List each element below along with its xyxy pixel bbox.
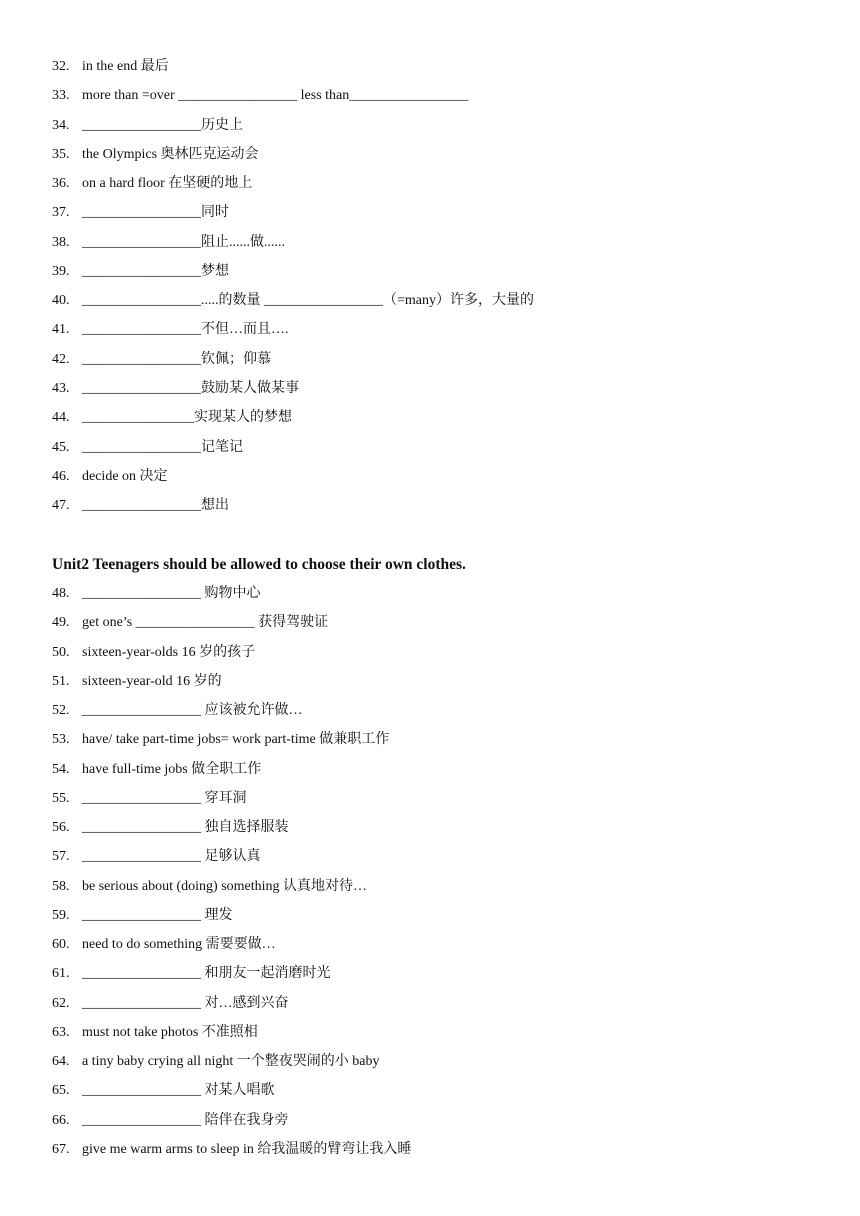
item-number: 51. <box>52 673 70 689</box>
item-number: 36. <box>52 176 70 192</box>
item-text: be serious about (doing) something 认真地对待… <box>82 878 368 894</box>
item-number: 53. <box>52 732 70 748</box>
item-number: 44. <box>52 410 70 426</box>
item-text: _________________鼓励某人做某事 <box>82 380 299 396</box>
item-number: 60. <box>52 937 70 952</box>
item-number: 55. <box>52 790 70 806</box>
item-number: 54. <box>52 761 70 777</box>
item-number: 37. <box>52 205 70 221</box>
item-number: 32. <box>52 59 70 74</box>
item-text: _________________ 应该被允许做… <box>82 703 303 718</box>
item-number: 57. <box>52 849 70 865</box>
item-number: 39. <box>52 263 70 279</box>
item-text: sixteen-year-old 16 岁的 <box>82 673 222 689</box>
item-text: _________________阻止......做...... <box>82 234 285 250</box>
item-number: 47. <box>52 498 70 514</box>
item-text: have/ take part-time jobs= work part-time 做兼职工作 <box>82 732 390 748</box>
item-number: 50. <box>52 644 70 660</box>
item-number: 66. <box>52 1112 70 1128</box>
item-text: sixteen-year-olds 16 岁的孩子 <box>82 644 256 660</box>
item-text: _________________ 和朋友一起消磨时光 <box>82 966 331 982</box>
item-text: on a hard floor 在坚硬的地上 <box>82 176 253 192</box>
item-number: 65. <box>52 1083 70 1099</box>
item-number: 49. <box>52 615 70 631</box>
item-text: _________________.....的数量 _________________（=many）许多，大量的 <box>82 293 534 309</box>
item-number: 48. <box>52 586 70 601</box>
item-text: _________________ 购物中心 <box>82 586 261 601</box>
item-text: decide on 决定 <box>82 468 168 484</box>
item-number: 34. <box>52 117 70 133</box>
item-text: _________________想出 <box>82 498 229 514</box>
item-text: _________________ 对某人唱歌 <box>82 1083 275 1099</box>
item-number: 63. <box>52 1024 70 1040</box>
item-number: 45. <box>52 439 70 455</box>
item-number: 56. <box>52 820 70 835</box>
item-number: 42. <box>52 351 70 367</box>
item-number: 38. <box>52 234 70 250</box>
item-text: get one’s _________________ 获得驾驶证 <box>82 615 329 631</box>
item-number: 41. <box>52 322 70 338</box>
item-text: _________________记笔记 <box>82 439 243 455</box>
item-text: ________________实现某人的梦想 <box>82 410 292 426</box>
item-text: _________________ 理发 <box>82 907 233 923</box>
item-number: 35. <box>52 146 70 162</box>
unit2-heading: Unit2 Teenagers should be allowed to choose their own clothes. <box>52 556 466 573</box>
item-text: _________________ 对…感到兴奋 <box>82 995 289 1011</box>
item-text: _________________ 足够认真 <box>82 849 261 865</box>
item-text: in the end 最后 <box>82 59 169 74</box>
item-text: have full-time jobs 做全职工作 <box>82 761 262 777</box>
item-text: need to do something 需要要做… <box>82 937 276 952</box>
item-number: 62. <box>52 995 70 1011</box>
item-number: 52. <box>52 703 70 718</box>
item-number: 40. <box>52 293 70 309</box>
item-text: _________________ 陪伴在我身旁 <box>82 1112 289 1128</box>
item-number: 58. <box>52 878 70 894</box>
item-text: give me warm arms to sleep in 给我温暖的臂弯让我入睡 <box>82 1141 412 1157</box>
item-text: more than =over _________________ less than_________________ <box>82 88 469 104</box>
item-text: _________________ 独自选择服装 <box>82 820 289 835</box>
item-text: _________________钦佩；仰慕 <box>82 351 271 367</box>
item-number: 46. <box>52 468 70 484</box>
item-text: _________________不但…而且…. <box>82 322 289 338</box>
item-text: must not take photos 不准照相 <box>82 1024 258 1040</box>
item-number: 64. <box>52 1054 70 1069</box>
item-number: 61. <box>52 966 70 982</box>
item-number: 59. <box>52 907 70 923</box>
item-number: 67. <box>52 1141 70 1157</box>
item-text: _________________梦想 <box>82 263 229 279</box>
item-number: 43. <box>52 380 70 396</box>
item-number: 33. <box>52 88 70 104</box>
item-text: _________________同时 <box>82 205 229 221</box>
item-text: _________________ 穿耳洞 <box>82 790 247 806</box>
item-text: a tiny baby crying all night 一个整夜哭闹的小 baby <box>82 1054 380 1069</box>
item-text: _________________历史上 <box>82 117 243 133</box>
item-text: the Olympics 奥林匹克运动会 <box>82 146 259 162</box>
